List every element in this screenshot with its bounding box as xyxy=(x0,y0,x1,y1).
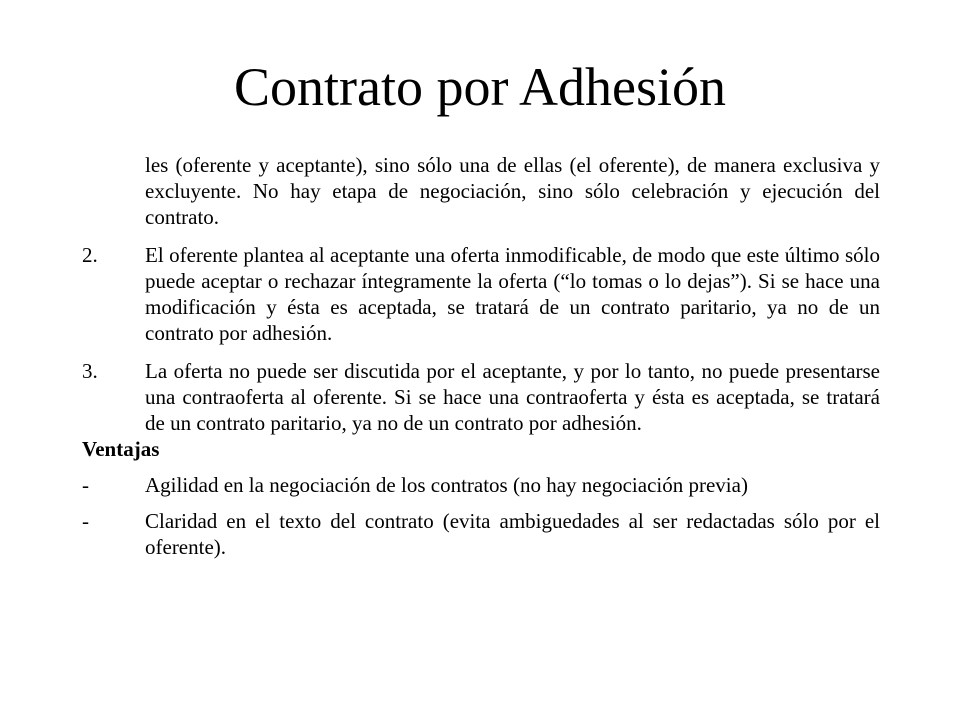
bullet-dash: - xyxy=(82,509,89,533)
slide-body xyxy=(82,152,880,560)
bullet-dash: - xyxy=(82,473,89,497)
section-heading: Ventajas xyxy=(82,437,160,461)
bullet-text: Claridad en el texto del contrato (evita ambiguedades al ser redactadas sólo por el oferente). xyxy=(145,509,880,559)
numbered-item xyxy=(82,242,880,346)
numbered-item xyxy=(82,358,880,436)
item-text: La oferta no puede ser discutida por el aceptante, y por lo tanto, no puede presentarse una contraoferta al oferente. Si se hace una contraoferta y ésta es aceptada, se tratará de un contrato paritario, ya no de un contrato por adhesión. xyxy=(145,359,880,435)
item-number: 3. xyxy=(82,359,98,383)
bullet-item xyxy=(82,472,880,498)
intro-paragraph: les (oferente y aceptante), sino sólo una de ellas (el oferente), de manera exclusiva y excluyente. No hay etapa de negociación, sino sólo celebración y ejecución del contrato. xyxy=(145,153,880,229)
intro-paragraph-row xyxy=(82,152,880,230)
slide-title: Contrato por Adhesión xyxy=(234,57,726,117)
item-number: 2. xyxy=(82,243,98,267)
item-text: El oferente plantea al aceptante una oferta inmodificable, de modo que este último sólo puede aceptar o rechazar íntegramente la oferta (“lo tomas o lo dejas”). Si se hace una modificación y ésta es aceptada, se tratará de un contrato paritario, ya no de un contrato por adhesión. xyxy=(145,243,880,345)
bullet-item xyxy=(82,508,880,560)
bullet-text: Agilidad en la negociación de los contratos (no hay negociación previa) xyxy=(145,473,748,497)
